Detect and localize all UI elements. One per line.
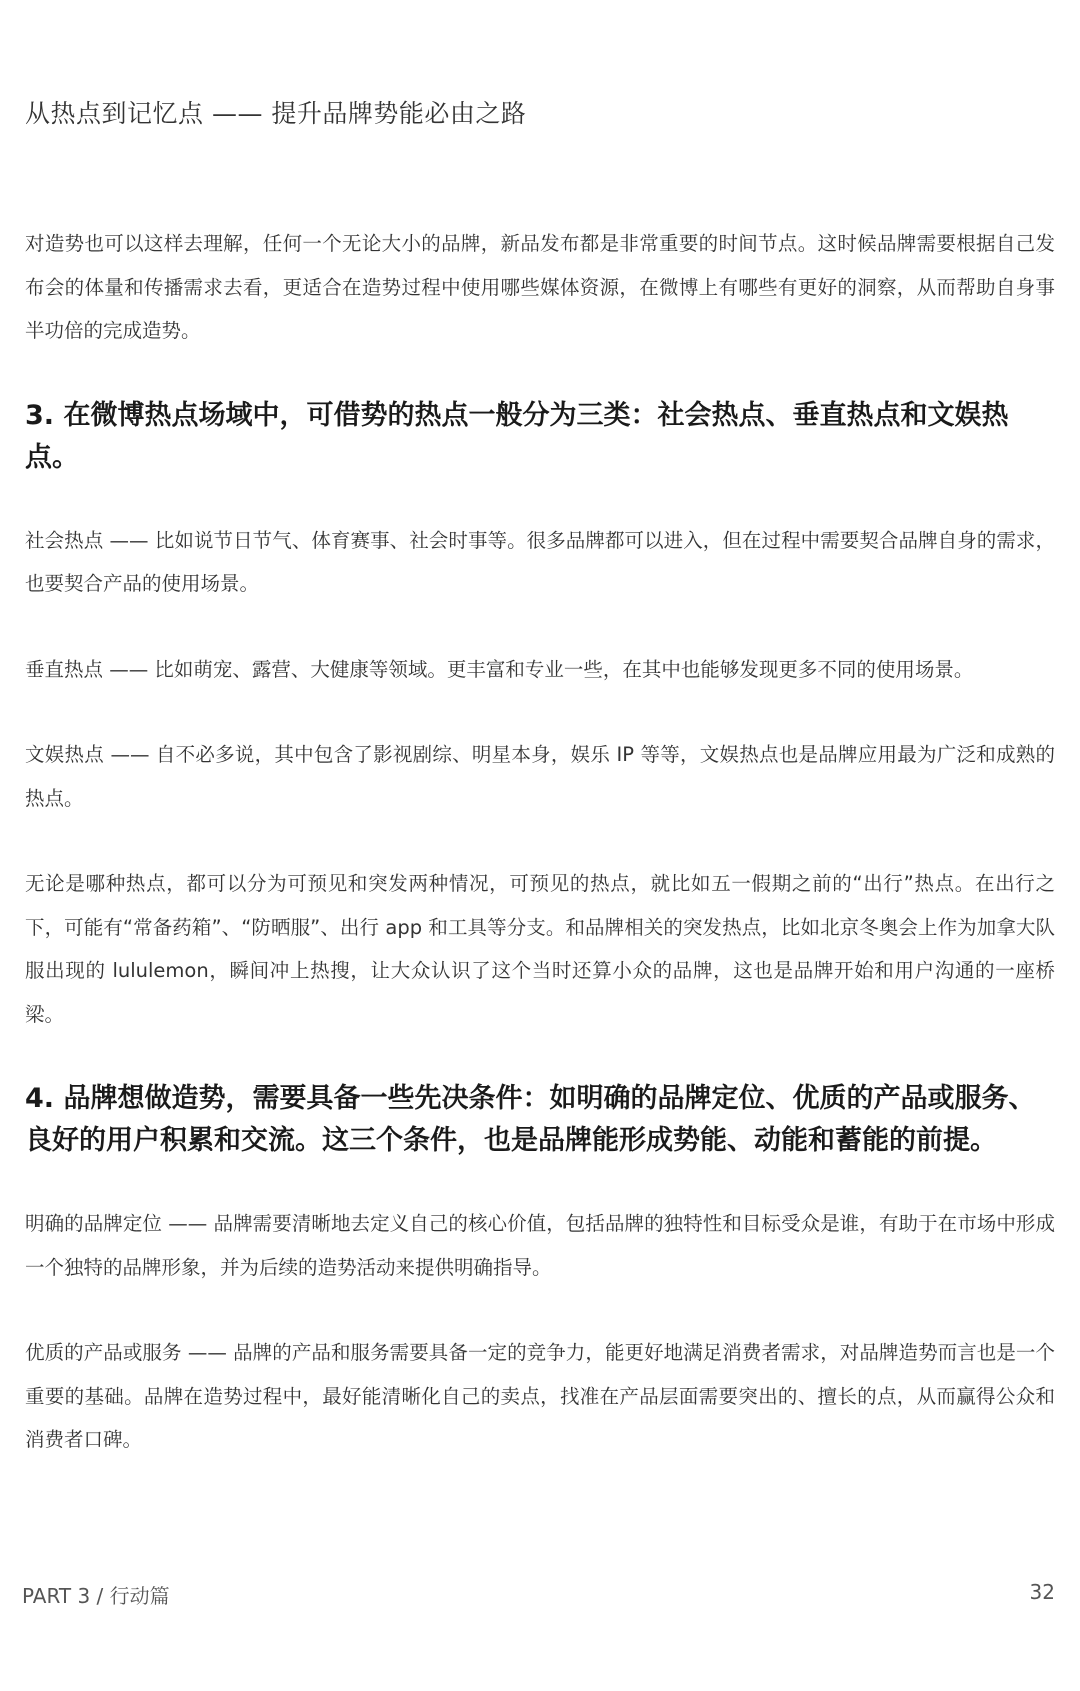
paragraph-entertainment-hotspot: 文娱热点 —— 自不必多说，其中包含了影视剧综、明星本身，娱乐 IP 等等，文娱热点也是品牌应用最为广泛和成熟的热点。	[25, 743, 1055, 810]
footer-section-label: PART 3 / 行动篇	[22, 1584, 170, 1608]
paragraph-social-hotspot: 社会热点 —— 比如说节日节气、体育赛事、社会时事等。很多品牌都可以进入，但在过程中需要契合品牌自身的需求，也要契合产品的使用场景。	[25, 528, 1055, 595]
paragraph-product-quality: 优质的产品或服务 —— 品牌的产品和服务需要具备一定的竞争力，能更好地满足消费者需求，对品牌造势而言也是一个重要的基础。品牌在造势过程中，最好能清晰化自己的卖点，找准在产品层面需要突出的、擅长的点，从而赢得公众和消费者口碑。	[25, 1341, 1055, 1451]
paragraph-vertical-hotspot: 垂直热点 —— 比如萌宠、露营、大健康等领域。更丰富和专业一些，在其中也能够发现更多不同的使用场景。	[25, 657, 974, 681]
heading-section-4: 4. 品牌想做造势，需要具备一些先决条件：如明确的品牌定位、优质的产品或服务、良好的用户积累和交流。这三个条件，也是品牌能形成势能、动能和蓄能的前提。	[25, 1083, 1036, 1156]
heading-section-3: 3. 在微博热点场域中，可借势的热点一般分为三类：社会热点、垂直热点和文娱热点。	[25, 399, 1009, 473]
paragraph-intro: 对造势也可以这样去理解，任何一个无论大小的品牌，新品发布都是非常重要的时间节点。这时候品牌需要根据自己发布会的体量和传播需求去看，更适合在造势过程中使用哪些媒体资源，在微博上有哪些有更好的洞察，从而帮助自身事半功倍的完成造势。	[25, 232, 1055, 342]
page-content	[25, 222, 1055, 1504]
paragraph-brand-positioning: 明确的品牌定位 —— 品牌需要清晰地去定义自己的核心价值，包括品牌的独特性和目标受众是谁，有助于在市场中形成一个独特的品牌形象，并为后续的造势活动来提供明确指导。	[25, 1212, 1055, 1279]
footer-page-number: 32	[1029, 1580, 1055, 1604]
paragraph-predictable-sudden: 无论是哪种热点，都可以分为可预见和突发两种情况，可预见的热点，就比如五一假期之前的“出行”热点。在出行之下，可能有“常备药箱”、“防晒服”、出行 app 和工具等分支。和品牌相关的突发热点，比如北京冬奥会上作为加拿大队服出现的 lululemon，瞬间冲上热搜，让大众认识了这个当时还算小众的品牌，这也是品牌开始和用户沟通的一座桥梁。	[25, 872, 1055, 1026]
running-header-title: 从热点到记忆点 —— 提升品牌势能必由之路	[25, 99, 527, 128]
